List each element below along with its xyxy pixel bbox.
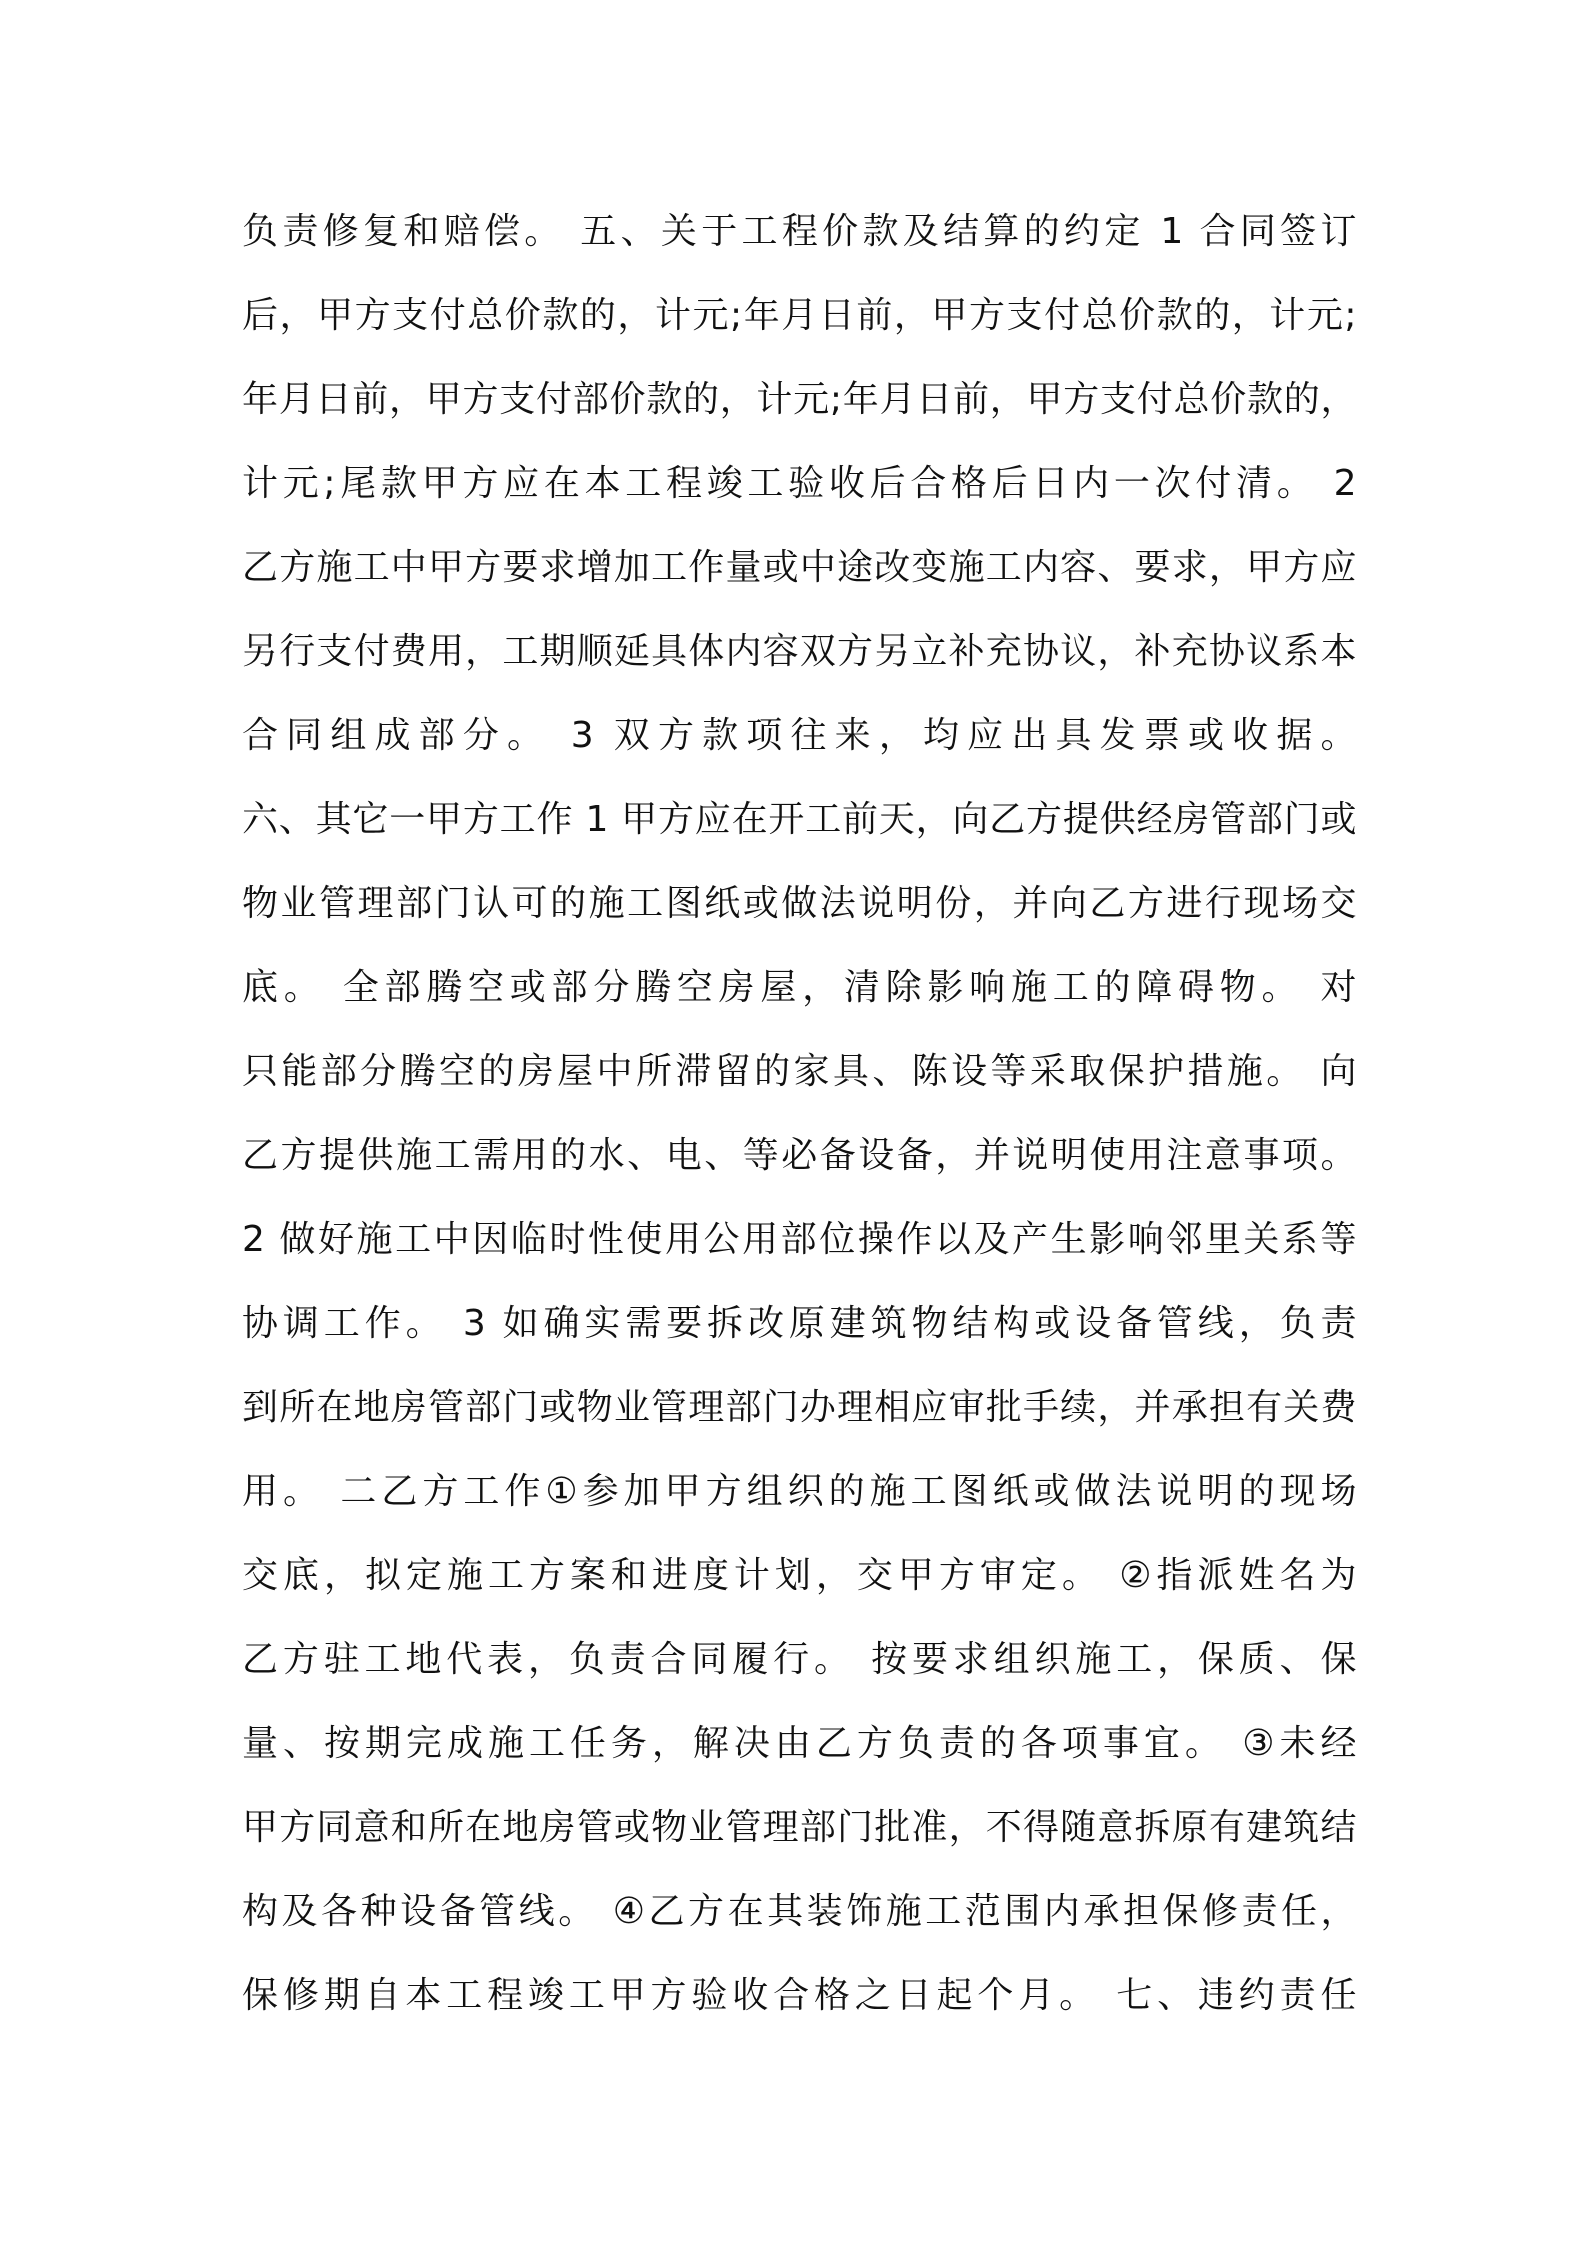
text-line: 计元;尾款甲方应在本工程竣工验收后合格后日内一次付清。 2 [242, 463, 1357, 504]
text-line: 负责修复和赔偿。 五、关于工程价款及结算的约定 1 合同签订 [242, 211, 1357, 252]
text-line: 甲方同意和所在地房管或物业管理部门批准，不得随意拆原有建筑结 [242, 1807, 1357, 1848]
text-line: 底。 全部腾空或部分腾空房屋，清除影响施工的障碍物。 对 [242, 967, 1357, 1008]
text-line: 保修期自本工程竣工甲方验收合格之日起个月。 七、违约责任 [242, 1975, 1357, 2016]
text-line: 乙方施工中甲方要求增加工作量或中途改变施工内容、要求，甲方应 [242, 547, 1357, 588]
text-line: 年月日前，甲方支付部价款的，计元;年月日前，甲方支付总价款的， [242, 379, 1357, 420]
text-line: 2 做好施工中因临时性使用公用部位操作以及产生影响邻里关系等 [242, 1219, 1357, 1260]
text-line: 交底，拟定施工方案和进度计划，交甲方审定。 ②指派姓名为 [242, 1555, 1357, 1596]
text-line: 乙方驻工地代表，负责合同履行。 按要求组织施工，保质、保 [242, 1639, 1357, 1680]
text-line: 量、按期完成施工任务，解决由乙方负责的各项事宜。 ③未经 [242, 1723, 1357, 1764]
text-line: 协调工作。 3 如确实需要拆改原建筑物结构或设备管线，负责 [242, 1303, 1357, 1344]
text-line: 用。 二乙方工作①参加甲方组织的施工图纸或做法说明的现场 [242, 1471, 1357, 1512]
text-line: 物业管理部门认可的施工图纸或做法说明份，并向乙方进行现场交 [242, 883, 1357, 924]
text-line: 六、其它一甲方工作 1 甲方应在开工前天，向乙方提供经房管部门或 [242, 799, 1357, 840]
text-line: 到所在地房管部门或物业管理部门办理相应审批手续，并承担有关费 [242, 1387, 1357, 1428]
text-line: 只能部分腾空的房屋中所滞留的家具、陈设等采取保护措施。 向 [242, 1051, 1357, 1092]
text-line: 乙方提供施工需用的水、电、等必备设备，并说明使用注意事项。 [242, 1135, 1357, 1176]
text-line: 合同组成部分。 3 双方款项往来，均应出具发票或收据。 [242, 715, 1357, 756]
text-line: 另行支付费用，工期顺延具体内容双方另立补充协议，补充协议系本 [242, 631, 1357, 672]
text-line: 构及各种设备管线。 ④乙方在其装饰施工范围内承担保修责任， [242, 1891, 1357, 1932]
contract-text-block [242, 195, 1357, 2043]
text-line: 后，甲方支付总价款的，计元;年月日前，甲方支付总价款的，计元; [242, 295, 1357, 336]
